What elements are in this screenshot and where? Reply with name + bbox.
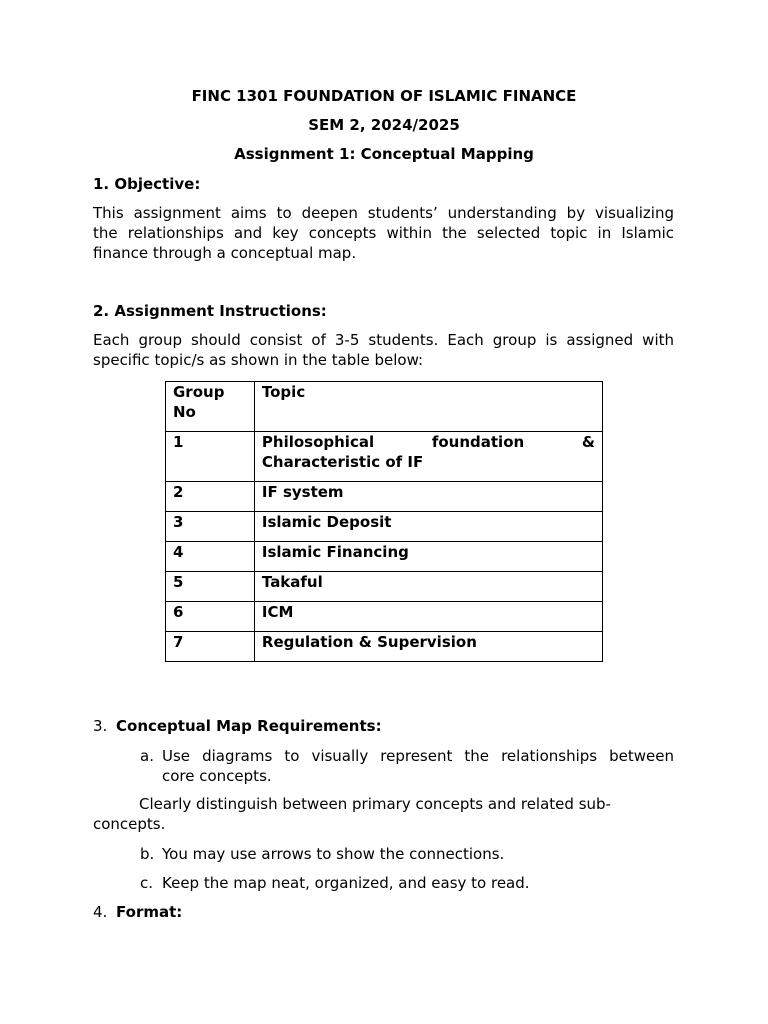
table-row <box>166 512 603 542</box>
list-item-a-line-2: core concepts. <box>162 767 272 785</box>
distinguish-line-2: concepts. <box>93 815 166 833</box>
instructions-line-1: Each group should consist of 3-5 students. Each group is assigned with <box>93 331 674 349</box>
table-header-row <box>166 382 603 432</box>
group-topic-line-1: Philosophical foundation & <box>261 433 595 451</box>
group-number: 6 <box>166 602 255 632</box>
format-heading: Format: <box>116 903 183 921</box>
objective-heading: 1. Objective: <box>93 175 201 193</box>
course-title: FINC 1301 FOUNDATION OF ISLAMIC FINANCE <box>191 87 577 105</box>
instructions-heading: 2. Assignment Instructions: <box>93 302 327 320</box>
distinguish-line-1: Clearly distinguish between primary concepts and related sub- <box>139 795 611 813</box>
list-item-a-line-1: Use diagrams to visually represent the relationships between <box>162 747 674 765</box>
header-topic: Topic <box>254 382 602 432</box>
group-number: 1 <box>166 432 255 482</box>
format-number: 4. <box>93 903 108 921</box>
list-marker-a: a. <box>140 747 154 765</box>
group-topic: IF system <box>254 482 602 512</box>
group-topic: ICM <box>254 602 602 632</box>
group-topic: Takaful <box>254 572 602 602</box>
list-item-a <box>162 746 674 786</box>
group-number: 2 <box>166 482 255 512</box>
group-topic <box>254 432 602 482</box>
list-item-c: Keep the map neat, organized, and easy to read. <box>162 874 530 892</box>
group-number: 7 <box>166 632 255 662</box>
objective-paragraph <box>93 203 674 263</box>
list-item-b: You may use arrows to show the connections. <box>162 845 505 863</box>
header-group-no: Group No <box>166 382 255 432</box>
requirements-number: 3. <box>93 717 108 735</box>
objective-line-3: finance through a conceptual map. <box>93 244 357 262</box>
instructions-line-2: specific topic/s as shown in the table below: <box>93 351 424 369</box>
table-row <box>166 542 603 572</box>
assignment-title: Assignment 1: Conceptual Mapping <box>234 145 534 163</box>
objective-line-2: the relationships and key concepts within the selected topic in Islamic <box>93 224 674 242</box>
group-topic: Islamic Deposit <box>254 512 602 542</box>
instructions-paragraph <box>93 330 674 370</box>
table-row <box>166 632 603 662</box>
group-number: 3 <box>166 512 255 542</box>
semester-title: SEM 2, 2024/2025 <box>308 116 460 134</box>
topics-table <box>165 381 603 662</box>
list-marker-b: b. <box>140 845 155 863</box>
table-row <box>166 432 603 482</box>
group-topic: Islamic Financing <box>254 542 602 572</box>
group-number: 4 <box>166 542 255 572</box>
table-row <box>166 602 603 632</box>
group-topic-line-2: Characteristic of IF <box>261 453 424 471</box>
table-row <box>166 482 603 512</box>
table-row <box>166 572 603 602</box>
objective-line-1: This assignment aims to deepen students’ understanding by visualizing <box>93 204 674 222</box>
requirements-heading: Conceptual Map Requirements: <box>116 717 382 735</box>
group-number: 5 <box>166 572 255 602</box>
group-topic: Regulation & Supervision <box>254 632 602 662</box>
list-marker-c: c. <box>140 874 154 892</box>
